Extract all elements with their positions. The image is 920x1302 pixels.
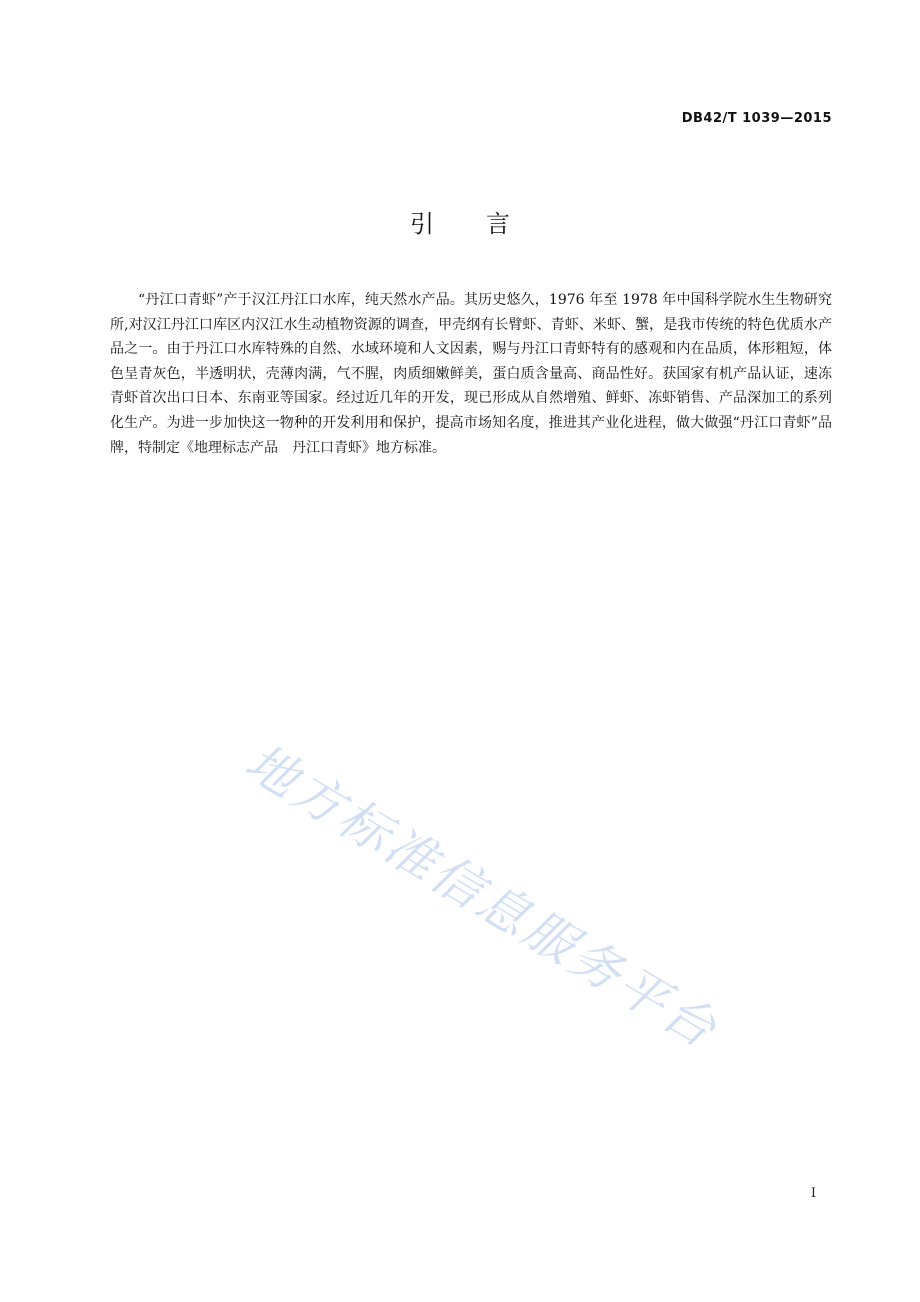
- introduction-paragraph: “丹江口青虾”产于汉江丹江口水库，纯天然水产品。其历史悠久，1976 年至 1978 年中国科学院水生生物研究所,对汉江丹江口库区内汉江水生动植物资源的调查，甲壳纲有长臂虾、青虾、米虾、蟹，是我市传统的特色优质水产品之一。由于丹江口水库特殊的自然、水域环境和人文因素，赐与丹江口青虾特有的感观和内在品质，体形粗短，体色呈青灰色，半透明状，壳薄肉满，气不腥，肉质细嫩鲜美，蛋白质含量高、商品性好。获国家有机产品认证，速冻青虾首次出口日本、东南亚等国家。经过近几年的开发，现已形成从自然增殖、鲜虾、冻虾销售、产品深加工的系列化生产。为进一步加快这一物种的开发利用和保护，提高市场知名度，推进其产业化进程，做大做强“丹江口青虾”品牌，特制定《地理标志产品 丹江口青虾》地方标准。: [110, 292, 832, 456]
- page-number: I: [810, 1186, 816, 1201]
- watermark: 地方标准信息服务平台: [235, 732, 729, 1061]
- document-code: DB42/T 1039—2015: [681, 111, 832, 126]
- section-title: 引言: [410, 210, 562, 238]
